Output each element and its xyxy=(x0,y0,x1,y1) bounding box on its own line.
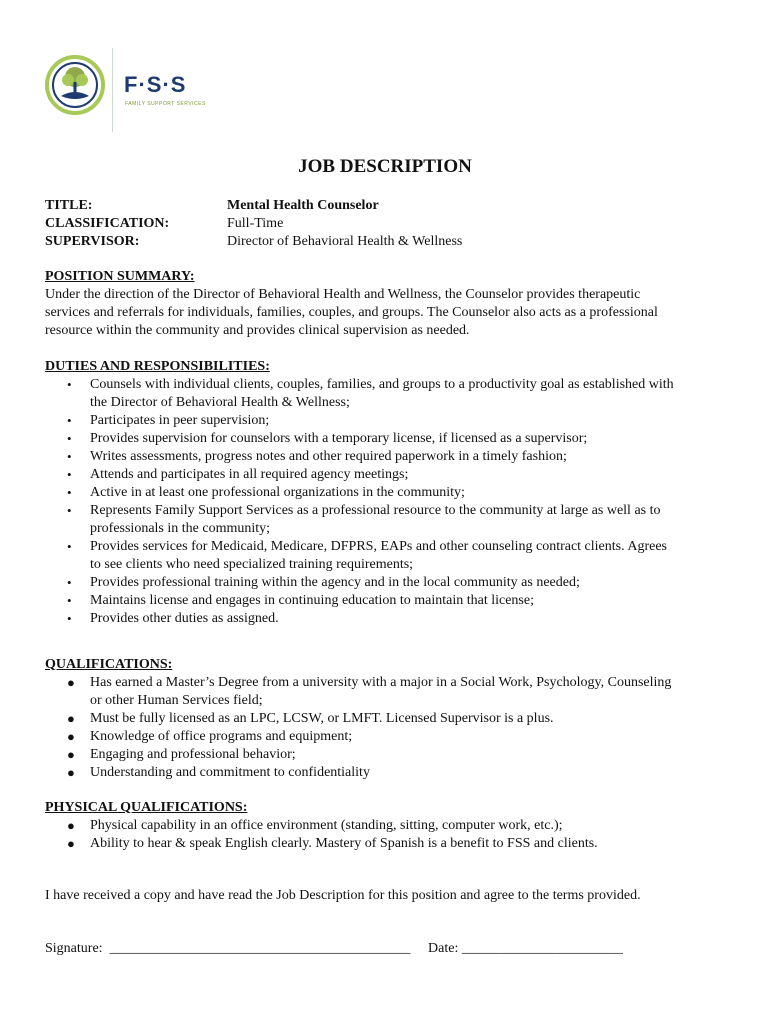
acknowledgement-text: I have received a copy and have read the Job Description for this position and agree to the terms provided. xyxy=(45,888,641,903)
list-item-text: Attends and participates in all required agency meetings; xyxy=(90,467,409,482)
list-item: • Provides supervision for counselors with a temporary license, if licensed as a supervisor; xyxy=(45,430,730,448)
list-item-text: Maintains license and engages in continuing education to maintain that license; xyxy=(90,593,534,608)
section-heading: DUTIES AND RESPONSIBILITIES: xyxy=(45,359,270,374)
list-item-text: Knowledge of office programs and equipment; xyxy=(90,729,353,744)
list-item: ● Ability to hear & speak English clearly. Mastery of Spanish is a benefit to FSS and clients. xyxy=(45,835,730,853)
list-item: ● Must be fully licensed as an LPC, LCSW, or LMFT. Licensed Supervisor is a plus. xyxy=(45,710,730,728)
summary-line: Under the direction of the Director of Behavioral Health and Wellness, the Counselor provides therapeutic xyxy=(45,287,641,302)
list-item: ● Has earned a Master’s Degree from a university with a major in a Social Work, Psychology, Counseling or other Human Services field; xyxy=(45,674,730,710)
list-item-text: Physical capability in an office environment (standing, sitting, computer work, etc.); xyxy=(90,818,563,833)
brand-tagline: FAMILY SUPPORT SERVICES xyxy=(125,101,206,107)
page-title: JOB DESCRIPTION xyxy=(298,156,472,177)
list-item-text: Counsels with individual clients, couples, families, and groups to a productivity goal as established with xyxy=(90,377,674,392)
meta-value: Mental Health Counselor xyxy=(227,198,379,213)
list-item-text: Provides other duties as assigned. xyxy=(90,611,279,626)
qualifications-section xyxy=(45,656,730,782)
qualifications-list xyxy=(45,674,730,782)
list-item-text: Represents Family Support Services as a professional resource to the community at large as well as to xyxy=(90,503,661,518)
list-item-text: Provides supervision for counselors with a temporary license, if licensed as a supervisor; xyxy=(90,431,588,446)
position-summary-section xyxy=(45,268,730,340)
physical-qualifications-section xyxy=(45,799,730,853)
list-item: • Maintains license and engages in continuing education to maintain that license; xyxy=(45,592,730,610)
list-item: • Active in at least one professional organizations in the community; xyxy=(45,484,730,502)
list-item-text: Engaging and professional behavior; xyxy=(90,747,296,762)
brand-name: F·S·S xyxy=(124,72,187,97)
list-item: • Provides services for Medicaid, Medicare, DFPRS, EAPs and other counseling contract clients. Agrees to see clients who need specialized training requirements; xyxy=(45,538,730,574)
meta-row-supervisor xyxy=(45,233,462,251)
meta-value: Director of Behavioral Health & Wellness xyxy=(227,234,463,249)
section-heading: QUALIFICATIONS: xyxy=(45,657,173,672)
list-item-text: Must be fully licensed as an LPC, LCSW, or LMFT. Licensed Supervisor is a plus. xyxy=(90,711,554,726)
list-item: ● Engaging and professional behavior; xyxy=(45,746,730,764)
duties-section xyxy=(45,358,730,628)
list-item: ● Knowledge of office programs and equipment; xyxy=(45,728,730,746)
list-item-text: professionals in the community; xyxy=(90,521,271,536)
list-item: • Provides professional training within the agency and in the local community as needed; xyxy=(45,574,730,592)
list-item: ● Understanding and commitment to confidentiality xyxy=(45,764,730,782)
list-item: • Attends and participates in all required agency meetings; xyxy=(45,466,730,484)
section-heading: PHYSICAL QUALIFICATIONS: xyxy=(45,800,248,815)
list-item-text: Provides services for Medicaid, Medicare, DFPRS, EAPs and other counseling contract clients. Agrees xyxy=(90,539,667,554)
job-meta xyxy=(45,197,462,251)
list-item-text: Provides professional training within the agency and in the local community as needed; xyxy=(90,575,580,590)
list-item-text: Participates in peer supervision; xyxy=(90,413,270,428)
meta-row-classification xyxy=(45,215,462,233)
meta-row-title xyxy=(45,197,462,215)
summary-line: resource within the community and provides clinical supervision as needed. xyxy=(45,323,470,338)
meta-label: TITLE: xyxy=(45,198,93,213)
list-item: • Represents Family Support Services as a professional resource to the community at large as well as to professionals in the community; xyxy=(45,502,730,538)
logo-divider xyxy=(112,48,113,132)
duties-list xyxy=(45,376,730,628)
list-item: • Writes assessments, progress notes and other required paperwork in a timely fashion; xyxy=(45,448,730,466)
list-item-text: or other Human Services field; xyxy=(90,693,263,708)
meta-value: Full-Time xyxy=(227,216,284,231)
signature-line[interactable]: Signature: ___________________________________________ Date: _______________________ xyxy=(45,941,623,956)
list-item-text: Has earned a Master’s Degree from a university with a major in a Social Work, Psychology, Counseling xyxy=(90,675,672,690)
list-item-text: to see clients who need specialized training requirements; xyxy=(90,557,414,572)
list-item-text: Ability to hear & speak English clearly. Mastery of Spanish is a benefit to FSS and clients. xyxy=(90,836,598,851)
list-item: • Participates in peer supervision; xyxy=(45,412,730,430)
summary-line: services and referrals for individuals, families, couples, and groups. The Counselor also acts as a professional xyxy=(45,305,658,320)
tree-emblem-icon xyxy=(44,54,106,116)
list-item-text: Understanding and commitment to confidentiality xyxy=(90,765,370,780)
section-heading: POSITION SUMMARY: xyxy=(45,269,195,284)
meta-label: SUPERVISOR: xyxy=(45,234,140,249)
list-item-text: Active in at least one professional organizations in the community; xyxy=(90,485,465,500)
list-item: ● Physical capability in an office environment (standing, sitting, computer work, etc.); xyxy=(45,817,730,835)
meta-label: CLASSIFICATION: xyxy=(45,216,170,231)
list-item-text: the Director of Behavioral Health & Wellness; xyxy=(90,395,350,410)
list-item: • Provides other duties as assigned. xyxy=(45,610,730,628)
physical-list xyxy=(45,817,730,853)
list-item: • Counsels with individual clients, couples, families, and groups to a productivity goal as established with the Director of Behavioral Health & Wellness; xyxy=(45,376,730,412)
list-item-text: Writes assessments, progress notes and other required paperwork in a timely fashion; xyxy=(90,449,567,464)
